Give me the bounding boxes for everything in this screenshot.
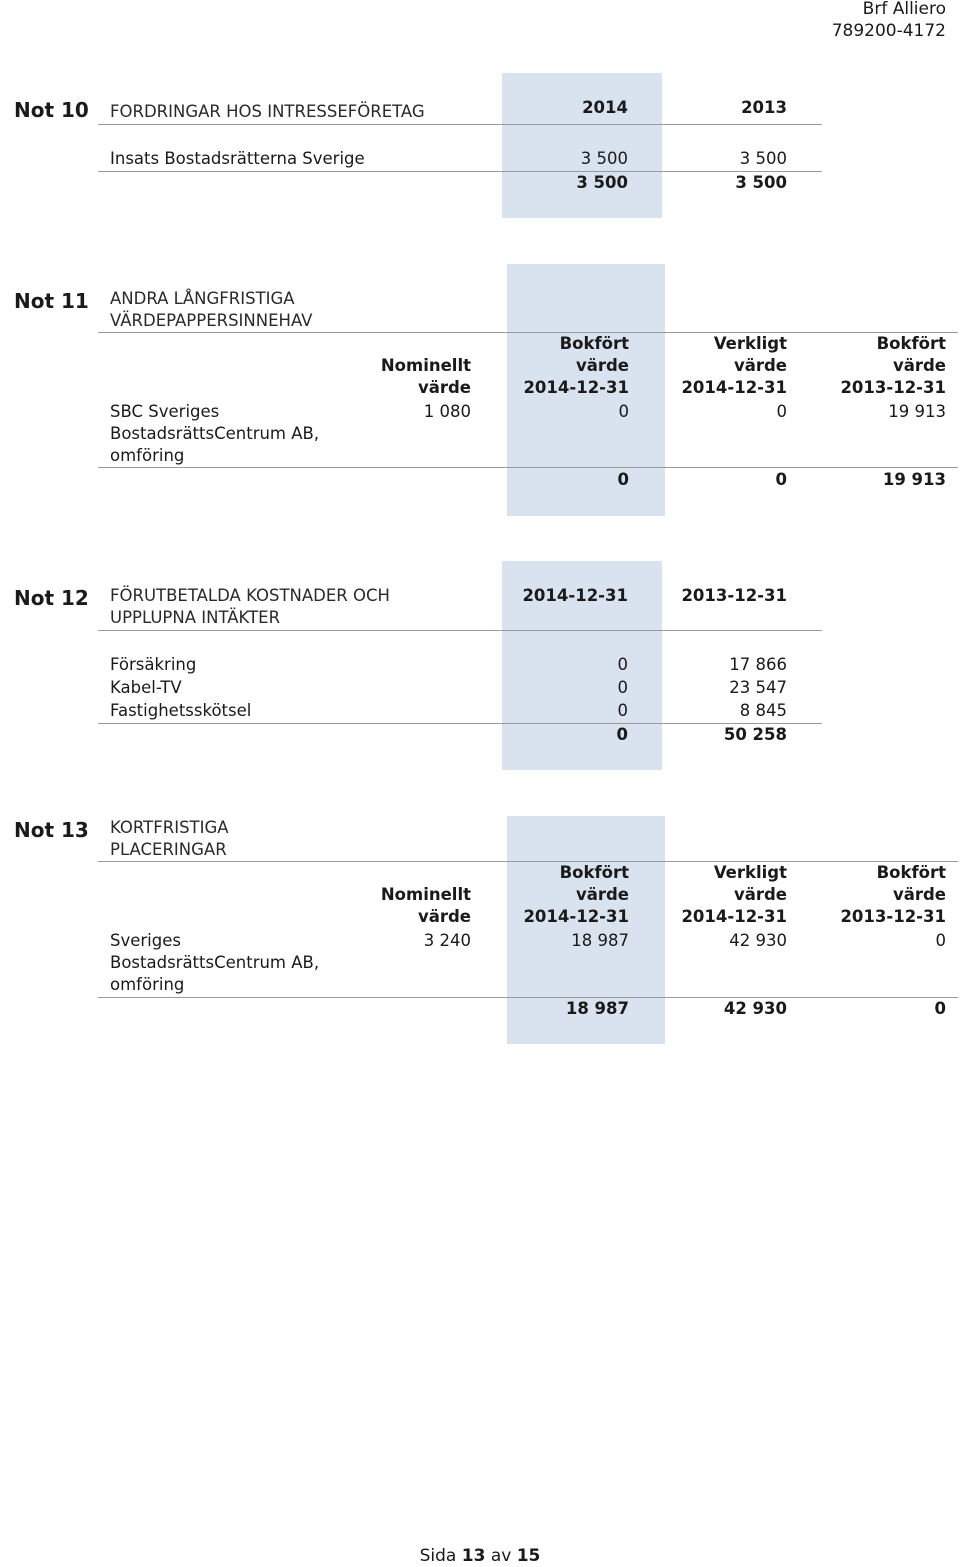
row-label: Kabel-TV bbox=[110, 678, 182, 697]
page-footer-prefix: Sida bbox=[419, 1546, 457, 1566]
row-label-line-3: omföring bbox=[110, 446, 185, 465]
col-header-2014: 2014-12-31 bbox=[522, 586, 628, 605]
page-number: 13 bbox=[461, 1546, 486, 1566]
row-nominellt: 3 240 bbox=[423, 931, 471, 950]
row-bokfort-2014: 0 bbox=[618, 402, 629, 421]
row-label: Fastighetsskötsel bbox=[110, 701, 252, 720]
row-value-2013: 8 845 bbox=[739, 701, 787, 720]
page-total: 15 bbox=[516, 1546, 541, 1566]
row-value-2013: 23 547 bbox=[729, 678, 787, 697]
col-header-bokfort-2013-1: Bokfört bbox=[876, 863, 946, 882]
row-nominellt: 1 080 bbox=[423, 402, 471, 421]
total-verkligt-2014: 42 930 bbox=[723, 999, 787, 1018]
col-header-verkligt-3: 2014-12-31 bbox=[681, 907, 787, 926]
row-value-2014: 0 bbox=[617, 655, 628, 674]
row-value-2014: 3 500 bbox=[580, 149, 628, 168]
row-bokfort-2013: 0 bbox=[935, 931, 946, 950]
total-2013: 3 500 bbox=[735, 173, 787, 192]
row-value-2013: 17 866 bbox=[729, 655, 787, 674]
note-title-line-1: ANDRA LÅNGFRISTIGA bbox=[110, 289, 295, 308]
row-value-2014: 0 bbox=[617, 678, 628, 697]
note-label: Not 10 bbox=[14, 98, 89, 122]
col-header-verkligt-2: värde bbox=[733, 885, 787, 904]
row-label: Insats Bostadsrätterna Sverige bbox=[110, 149, 365, 168]
divider bbox=[98, 630, 822, 631]
total-bokfort-2013: 19 913 bbox=[882, 470, 946, 489]
row-label-line-2: BostadsrättsCentrum AB, bbox=[110, 953, 320, 972]
note-label: Not 11 bbox=[14, 289, 89, 313]
col-header-nominellt-2: värde bbox=[417, 907, 471, 926]
row-verkligt-2014: 42 930 bbox=[729, 931, 787, 950]
total-bokfort-2014: 0 bbox=[617, 470, 629, 489]
col-header-verkligt-1: Verkligt bbox=[713, 863, 787, 882]
row-value-2013: 3 500 bbox=[739, 149, 787, 168]
col-header-verkligt-2: värde bbox=[733, 356, 787, 375]
divider bbox=[98, 467, 958, 468]
col-header-bokfort-2013-1: Bokfört bbox=[876, 334, 946, 353]
total-verkligt-2014: 0 bbox=[775, 470, 787, 489]
col-header-2013: 2013-12-31 bbox=[681, 586, 787, 605]
col-header-2013: 2013 bbox=[741, 98, 787, 117]
total-2014: 3 500 bbox=[576, 173, 628, 192]
row-bokfort-2013: 19 913 bbox=[888, 402, 946, 421]
col-header-bokfort-2013-2: värde bbox=[892, 356, 946, 375]
col-header-2014: 2014 bbox=[582, 98, 628, 117]
row-label-line-1: SBC Sveriges bbox=[110, 402, 220, 421]
row-label-line-3: omföring bbox=[110, 975, 185, 994]
total-bokfort-2014: 18 987 bbox=[565, 999, 629, 1018]
total-2014: 0 bbox=[616, 725, 628, 744]
col-header-nominellt-1: Nominellt bbox=[380, 356, 471, 375]
col-header-bokfort-2013-3: 2013-12-31 bbox=[840, 378, 946, 397]
col-header-nominellt-2: värde bbox=[417, 378, 471, 397]
col-header-bokfort-2014-3: 2014-12-31 bbox=[523, 907, 629, 926]
note-title: FORDRINGAR HOS INTRESSEFÖRETAG bbox=[110, 102, 425, 121]
note-label: Not 13 bbox=[14, 818, 89, 842]
note-title-line-2: PLACERINGAR bbox=[110, 840, 227, 859]
col-header-nominellt-1: Nominellt bbox=[380, 885, 471, 904]
total-bokfort-2013: 0 bbox=[934, 999, 946, 1018]
note-title-line-1: FÖRUTBETALDA KOSTNADER OCH bbox=[110, 586, 390, 605]
row-label-line-1: Sveriges bbox=[110, 931, 181, 950]
row-label-line-2: BostadsrättsCentrum AB, bbox=[110, 424, 320, 443]
col-header-bokfort-2014-2: värde bbox=[575, 356, 629, 375]
note-title-line-1: KORTFRISTIGA bbox=[110, 818, 229, 837]
col-header-bokfort-2014-1: Bokfört bbox=[559, 334, 629, 353]
total-2013: 50 258 bbox=[723, 725, 787, 744]
highlight-column bbox=[502, 73, 662, 218]
col-header-bokfort-2014-2: värde bbox=[575, 885, 629, 904]
col-header-bokfort-2014-3: 2014-12-31 bbox=[523, 378, 629, 397]
row-bokfort-2014: 18 987 bbox=[571, 931, 629, 950]
row-verkligt-2014: 0 bbox=[776, 402, 787, 421]
col-header-bokfort-2013-2: värde bbox=[892, 885, 946, 904]
col-header-verkligt-1: Verkligt bbox=[713, 334, 787, 353]
note-label: Not 12 bbox=[14, 586, 89, 610]
col-header-verkligt-3: 2014-12-31 bbox=[681, 378, 787, 397]
note-title-line-2: UPPLUPNA INTÄKTER bbox=[110, 608, 281, 627]
page-footer bbox=[0, 1545, 960, 1567]
page-footer-of: av bbox=[490, 1546, 512, 1566]
header-org-name: Brf Alliero bbox=[862, 0, 946, 19]
col-header-bokfort-2013-3: 2013-12-31 bbox=[840, 907, 946, 926]
divider bbox=[98, 124, 822, 125]
row-label: Försäkring bbox=[110, 655, 197, 674]
header-org-number: 789200-4172 bbox=[831, 21, 946, 41]
row-value-2014: 0 bbox=[617, 701, 628, 720]
col-header-bokfort-2014-1: Bokfört bbox=[559, 863, 629, 882]
note-title-line-2: VÄRDEPAPPERSINNEHAV bbox=[110, 311, 313, 330]
